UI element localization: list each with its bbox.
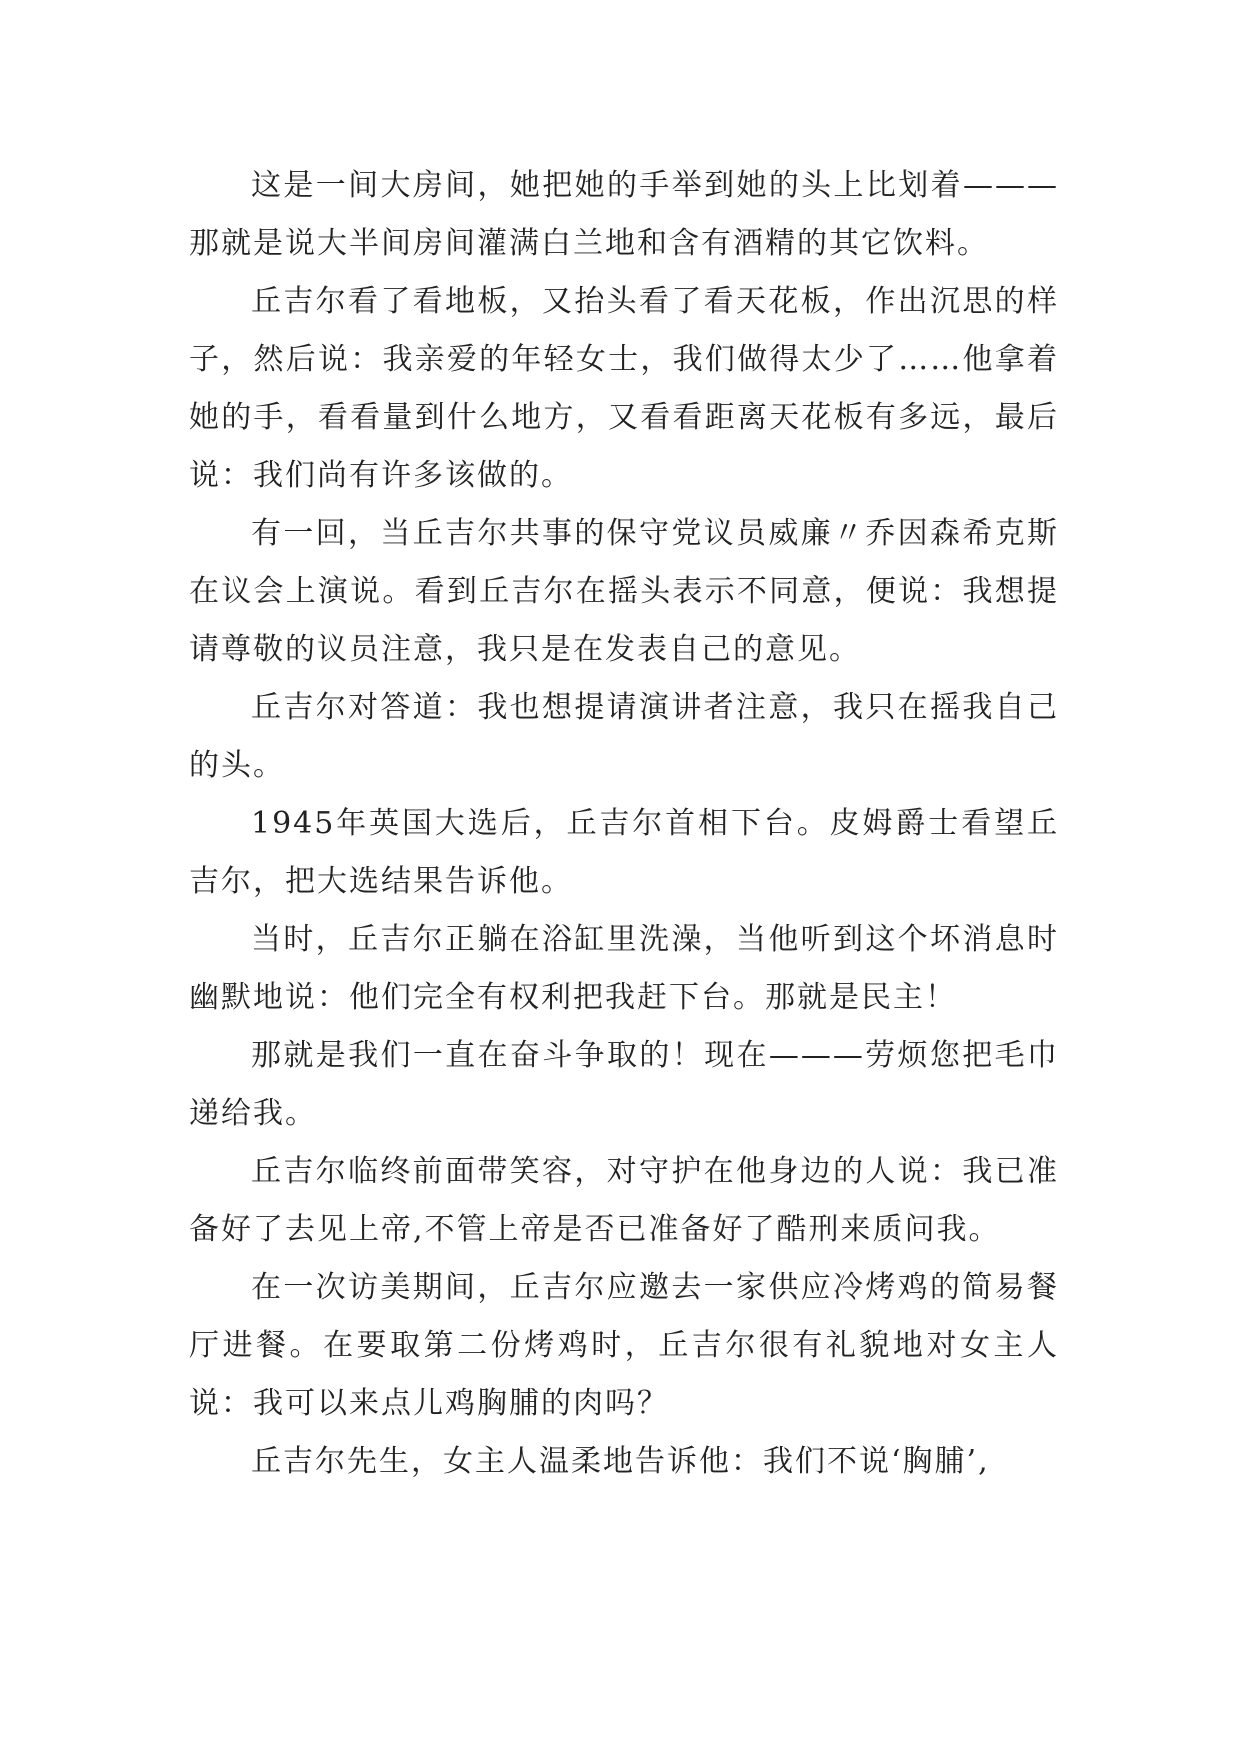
- paragraph-5: 1945年英国大选后，丘吉尔首相下台。皮姆爵士看望丘吉尔，把大选结果告诉他。: [189, 806, 1059, 899]
- document-body: [189, 157, 1059, 1491]
- paragraph-9: 在一次访美期间，丘吉尔应邀去一家供应冷烤鸡的简易餐厅进餐。在要取第二份烤鸡时，丘吉尔很有礼貌地对女主人说：我可以来点儿鸡胸脯的肉吗？: [189, 1270, 1059, 1421]
- paragraph-8: 丘吉尔临终前面带笑容，对守护在他身边的人说：我已准备好了去见上帝,不管上帝是否已准备好了酷刑来质问我。: [189, 1154, 1059, 1247]
- paragraph-4: 丘吉尔对答道：我也想提请演讲者注意，我只在摇我自己的头。: [189, 690, 1059, 783]
- paragraph-2: 丘吉尔看了看地板，又抬头看了看天花板，作出沉思的样子，然后说：我亲爱的年轻女士，我们做得太少了……他拿着她的手，看看量到什么地方，又看看距离天花板有多远，最后说：我们尚有许多该做的。: [189, 284, 1059, 493]
- paragraph-7: 那就是我们一直在奋斗争取的！现在———劳烦您把毛巾递给我。: [189, 1038, 1059, 1131]
- paragraph-3: 有一回，当丘吉尔共事的保守党议员威廉〃乔因森希克斯在议会上演说。看到丘吉尔在摇头表示不同意，便说：我想提请尊敬的议员注意，我只是在发表自己的意见。: [189, 516, 1059, 667]
- paragraph-10: 丘吉尔先生，女主人温柔地告诉他：我们不说‘胸脯’,: [251, 1444, 990, 1479]
- paragraph-6: 当时，丘吉尔正躺在浴缸里洗澡，当他听到这个坏消息时幽默地说：他们完全有权利把我赶下台。那就是民主！: [189, 922, 1059, 1015]
- paragraph-1: 这是一间大房间，她把她的手举到她的头上比划着———那就是说大半间房间灌满白兰地和含有酒精的其它饮料。: [189, 168, 1059, 261]
